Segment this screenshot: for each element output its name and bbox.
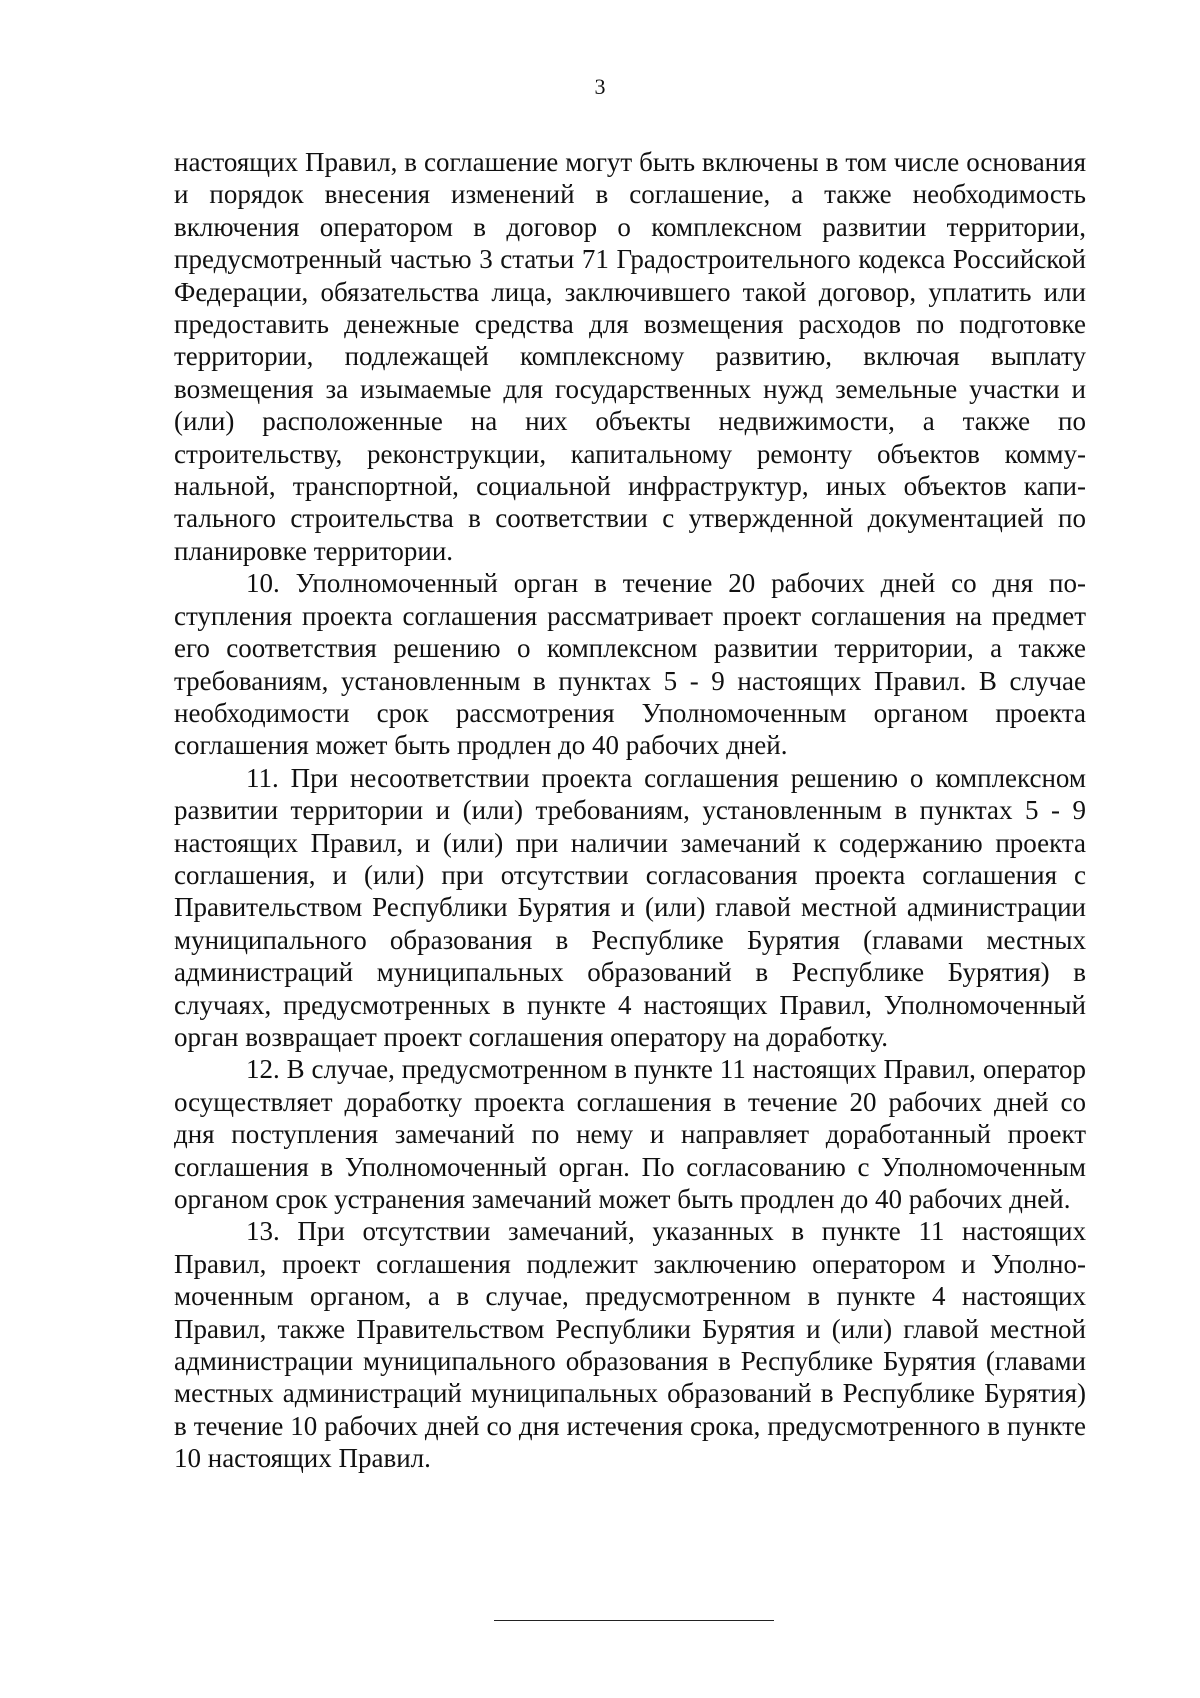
page-number: 3	[594, 74, 606, 99]
paragraph-13: 13. При отсутствии замечаний, указанных в пункте 11 настоящих Правил, проект соглашения подлежит заключению оператором и Уполномоченным органом, а в случае, предусмотренном в пункте 4 настоящих Правил, также Правительством Республики Бурятия и (или) главой местной администрации муниципального образования в Республике Бурятия (главами местных администраций муниципальных образований в Республике Бурятия) в течение 10 рабочих дней со дня истечения срока, предусмотренного в пункте 10 настоящих Правил.	[174, 1216, 1086, 1474]
paragraph-11: 11. При несоответствии проекта соглашения решению о комплексном развитии территории и (или) требованиям, установленным в пунктах 5 - 9 настоящих Правил, и (или) при наличии замечаний к содержанию проекта соглашения, и (или) при отсутствии согласования проекта соглашения с Правительством Республики Бурятия и (или) главой местной администрации муниципального образования в Республике Бурятия (главами местных администраций муниципальных образований в Республике Бурятия) в случаях, предусмотренных в пункте 4 настоящих Правил, Уполномоченный орган возвращает проект соглашения оператору на доработку.	[174, 762, 1086, 1052]
paragraph-continuation: настоящих Правил, в соглашение могут быть включены в том числе основания и порядок внесения изменений в соглашение, а также необходимость включения оператором в договор о комплексном развитии территории, предусмотренный частью 3 статьи 71 Градостроительного кодекса Российской Федерации, обязательства лица, заключившего такой договор, уплатить или предоставить денежные средства для возмещения расходов по подготовке территории, подлежащей комплексному развитию, включая выплату возмещения за изымаемые для государственных нужд земельные участки и (или) расположенные на них объекты недвижимости, а также по строительству, реконструкции, капитальному ремонту объектов коммунальной, транспортной, социальной инфраструктур, иных объектов капитального строительства в соответствии с утвержденной документацией по планировке территории.	[174, 147, 1086, 566]
paragraph-12: 12. В случае, предусмотренном в пункте 11 настоящих Правил, оператор осуществляет доработку проекта соглашения в течение 20 рабочих дней со дня поступления замечаний по нему и направляет доработанный проект соглашения в Уполномоченный орган. По согласованию с Уполномоченным органом срок устранения замечаний может быть продлен до 40 рабочих дней.	[174, 1054, 1086, 1214]
document-body	[174, 146, 1086, 1475]
end-of-document-divider	[494, 1620, 774, 1621]
paragraph-10: 10. Уполномоченный орган в течение 20 рабочих дней со дня поступления проекта соглашения рассматривает проект соглашения на предмет его соответствия решению о комплексном развитии территории, а также требованиям, установленным в пунктах 5 - 9 настоящих Правил. В случае необходимости срок рассмотрения Уполномоченным органом проекта соглашения может быть продлен до 40 рабочих дней.	[174, 568, 1086, 761]
